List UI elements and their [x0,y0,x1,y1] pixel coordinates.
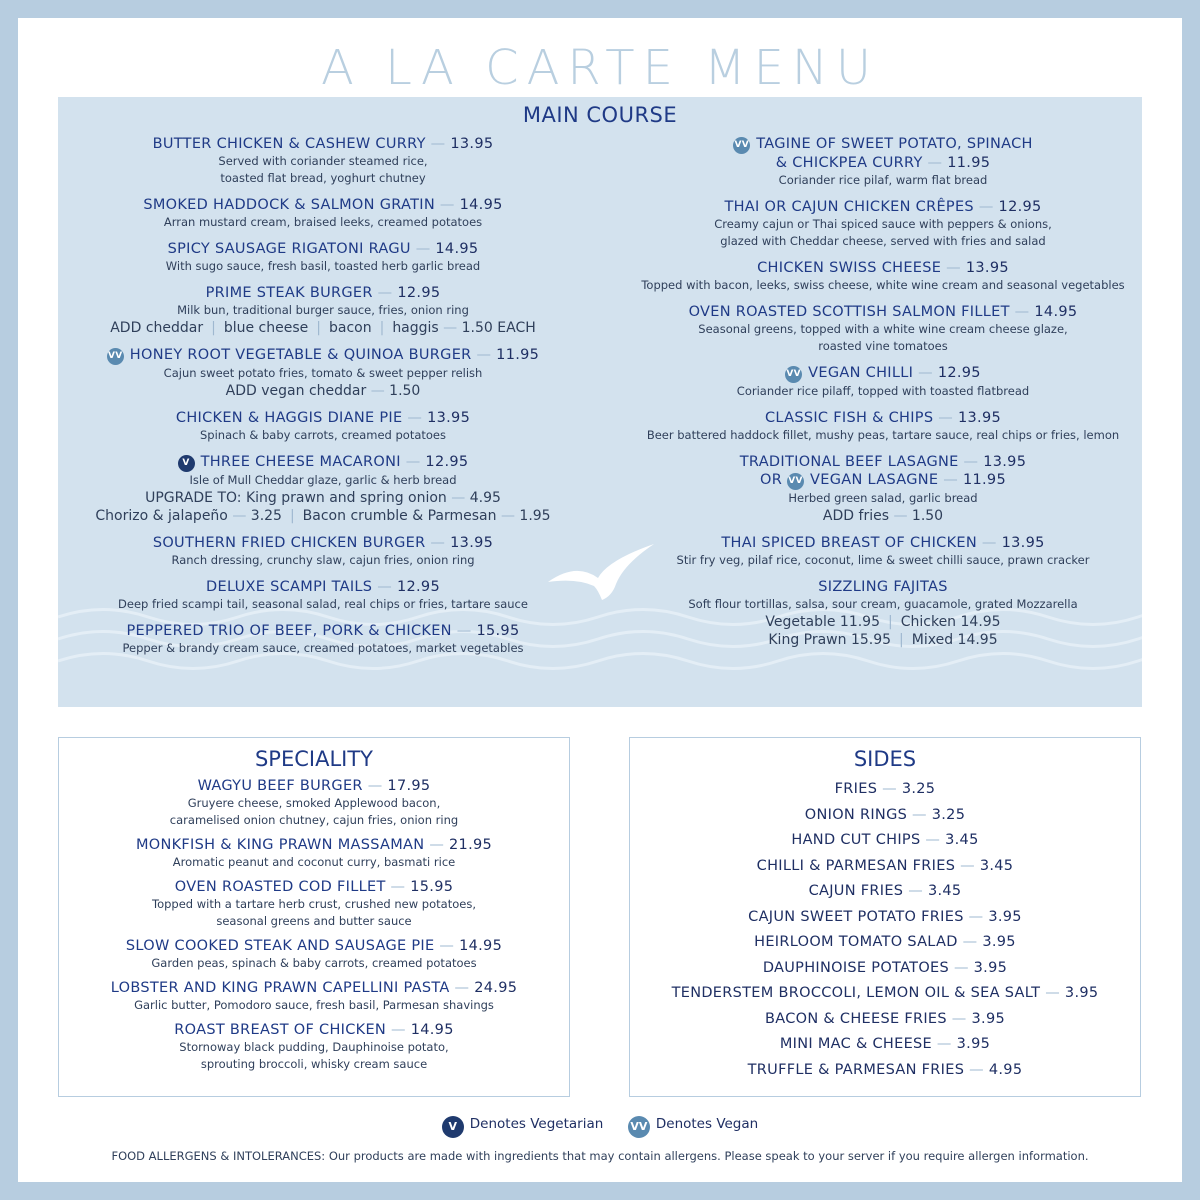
menu-item-title [633,534,1133,552]
dash-separator: — [889,508,912,524]
dash-separator: — [410,241,436,257]
dash-separator: — [425,136,451,152]
menu-item-name: CHICKEN SWISS CHEESE [757,260,942,276]
addon-option: bacon [328,320,372,336]
menu-item-title [73,453,573,472]
vegan-badge-icon: VV [787,473,804,490]
menu-item-name: WAGYU BEEF BURGER [197,778,363,794]
dash-separator: — [903,883,928,899]
side-item-price: 3.25 [901,781,936,797]
menu-item-description: sprouting broccoli, whisky cream sauce [200,1057,428,1071]
side-item [630,981,1140,1007]
menu-item [73,135,573,187]
dash-separator: — [877,781,902,797]
side-item-name: HAND CUT CHIPS [791,832,921,848]
dash-separator: — [955,857,980,874]
menu-item-description: caramelised onion chutney, cajun fries, onion ring [169,813,459,827]
dash-separator: — [386,1022,411,1038]
menu-item-description: Topped with bacon, leeks, swiss cheese, white wine cream and seasonal vegetables [641,278,1125,292]
side-item-name: CAJUN SWEET POTATO FRIES [748,908,964,925]
menu-item-price: 17.95 [387,778,431,794]
dash-separator: — [941,260,966,276]
speciality-list [59,777,569,1073]
menu-item-title [633,303,1133,321]
menu-item [73,346,573,400]
extra-price: 1.50 [389,383,421,399]
vegetarian-badge-icon: V [178,455,195,472]
dash-separator: — [938,472,963,488]
menu-item-description: Soft flour tortillas, salsa, sour cream, guacamole, grated Mozzarella [688,597,1078,611]
side-item [630,930,1140,956]
menu-item-description: roasted vine tomatoes [818,339,948,353]
menu-item [59,777,569,829]
menu-item-description: With sugo sauce, fresh basil, toasted herb garlic bread [165,259,481,273]
side-item-name: MINI MAC & CHEESE [779,1036,933,1052]
menu-item-name: SIZZLING FAJITAS [818,579,948,595]
side-item-price: 3.95 [1064,985,1099,1001]
side-item [630,1007,1140,1033]
dash-separator: — [446,490,470,506]
side-item-price: 3.95 [971,1010,1006,1027]
menu-item-price: 13.95 [983,454,1027,470]
fajita-option: Vegetable 11.95 [765,614,880,630]
dash-separator: — [366,383,390,399]
dash-separator: — [957,934,983,950]
addon-price: 1.50 EACH [461,320,536,336]
dash-separator: — [1009,304,1035,320]
menu-item-description: Deep fried scampi tail, seasonal salad, real chips or fries, tartare sauce [118,597,528,611]
menu-item [73,196,573,231]
side-item-price: 3.95 [956,1036,991,1052]
menu-item-price: 15.95 [476,623,520,639]
side-item [630,777,1140,803]
bar-separator: | [379,320,385,336]
menu-item-price: 15.95 [410,879,454,895]
menu-item-price: 14.95 [410,1022,454,1038]
menu-item [73,453,573,525]
side-item-name: HEIRLOOM TOMATO SALAD [754,934,958,950]
fajita-option: King Prawn 15.95 [768,632,892,648]
menu-item-price: 13.95 [450,136,494,152]
side-item-price: 4.95 [988,1061,1023,1078]
vegan-badge-icon: VV [628,1116,650,1138]
menu-item-title [73,135,573,153]
menu-item-price: 14.95 [435,241,479,257]
upgrade-price: 4.95 [469,490,501,506]
side-item-price: 3.95 [982,934,1016,950]
menu-item-title [73,622,573,640]
menu-item [73,534,573,569]
menu-item-title [633,453,1133,471]
menu-item-price: 13.95 [427,410,471,426]
menu-item-title [73,240,573,258]
menu-item-price: 12.95 [425,454,469,470]
speciality-panel [58,737,570,1097]
sides-heading: SIDES [853,747,917,771]
menu-item-description: Gruyere cheese, smoked Applewood bacon, [187,796,441,810]
menu-item-name: DELUXE SCAMPI TAILS [206,579,373,595]
side-item-name: TRUFFLE & PARMESAN FRIES [747,1061,965,1078]
menu-item-description: Pepper & brandy cream sauce, creamed potatoes, market vegetables [122,641,524,655]
menu-item-title [633,259,1133,277]
side-item [630,828,1140,854]
menu-item-price: 13.95 [1001,535,1045,551]
allergen-note: FOOD ALLERGENS & INTOLERANCES: Our products are made with ingredients that may contain allergens. Please speak to your server if you require allergen information. [111,1149,1089,1163]
side-item-price: 3.45 [927,883,962,899]
menu-item-name: TAGINE OF SWEET POTATO, SPINACH [756,136,1033,152]
menu-page [18,18,1182,1182]
menu-item [633,198,1133,250]
dash-separator: — [920,832,946,848]
dash-separator: — [922,155,948,171]
menu-title: A LA CARTE MENU [321,40,879,96]
menu-item [633,259,1133,294]
dash-separator: — [471,347,497,363]
main-course-panel [58,97,1142,707]
menu-item-name: PEPPERED TRIO OF BEEF, PORK & CHICKEN [126,623,452,639]
upgrade-option-price: 3.25 [250,508,282,524]
menu-item-title [59,836,569,854]
side-item [630,1058,1140,1084]
menu-item-description: Seasonal greens, topped with a white wine cream cheese glaze, [698,322,1068,336]
vegetarian-legend-label: Denotes Vegetarian [469,1116,604,1132]
side-item-name: DAUPHINOISE POTATOES [762,959,950,976]
menu-item-name: THAI SPICED BREAST OF CHICKEN [721,535,977,551]
bar-separator: | [899,632,904,648]
menu-item-description: Aromatic peanut and coconut curry, basmati rice [172,855,456,869]
addon-option: haggis [392,320,439,336]
menu-item-name: ROAST BREAST OF CHICKEN [174,1022,387,1038]
menu-item [73,409,573,444]
menu-item-title [633,409,1133,427]
menu-item-price: 11.95 [947,155,991,171]
menu-item-name: SLOW COOKED STEAK AND SAUSAGE PIE [125,938,435,954]
side-item-name: CAJUN FRIES [808,883,904,899]
dash-separator: — [435,197,460,213]
menu-item-price: 14.95 [459,938,503,954]
dietary-legend [18,1116,1182,1138]
upgrade-option-price: 1.95 [519,508,551,524]
dash-separator: — [973,199,999,215]
menu-item-description: Stornoway black pudding, Dauphinoise potato, [179,1040,449,1054]
menu-item-name: VEGAN CHILLI [808,365,914,381]
side-item-price: 3.45 [945,832,979,848]
dash-separator: — [425,535,451,551]
menu-item [59,979,569,1014]
menu-item-name: CHICKEN & HAGGIS DIANE PIE [175,410,403,426]
menu-item-price: 21.95 [449,837,493,853]
menu-item [73,240,573,275]
menu-item [633,453,1133,525]
dash-separator: — [946,1010,972,1027]
menu-item-description: Garlic butter, Pomodoro sauce, fresh basil, Parmesan shavings [134,998,494,1012]
addon-option: blue cheese [223,320,309,336]
upgrade-line [73,489,573,507]
side-item-price: 3.25 [931,806,966,823]
menu-item-description: Milk bun, traditional burger sauce, fries, onion ring [177,303,469,317]
addon-options [73,319,573,337]
menu-item [59,937,569,972]
menu-item-description: Spinach & baby carrots, creamed potatoes [199,428,446,442]
fajita-option: Mixed 14.95 [911,632,998,648]
dash-separator: — [958,454,984,470]
side-item-price: 3.95 [973,959,1008,976]
menu-item-description: Served with coriander steamed rice, [218,154,428,168]
dash-separator: — [1040,985,1065,1001]
menu-item-name: OVEN ROASTED SCOTTISH SALMON FILLET [688,304,1010,320]
menu-item-description: Ranch dressing, crunchy slaw, cajun fries, onion ring [171,553,475,567]
menu-item [633,409,1133,444]
side-item [630,1032,1140,1058]
menu-item-name: PRIME STEAK BURGER [205,285,373,301]
menu-item-description: Coriander rice pilaf, warm flat bread [778,173,988,187]
alt-item-name: VEGAN LASAGNE [810,472,939,488]
dash-separator: — [372,285,398,301]
menu-item-name: LOBSTER AND KING PRAWN CAPELLINI PASTA [110,980,450,996]
vegan-badge-icon: VV [733,137,750,154]
fajita-options [633,613,1133,631]
sides-panel [629,737,1141,1097]
menu-item-description: Stir fry veg, pilaf rice, coconut, lime & sweet chilli sauce, prawn cracker [676,553,1090,567]
side-item-name: CHILLI & PARMESAN FRIES [756,857,956,874]
menu-item-description: glazed with Cheddar cheese, served with fries and salad [720,234,1046,248]
dash-separator: — [964,1061,989,1078]
menu-item-description: seasonal greens and butter sauce [216,914,412,928]
menu-item-title [73,284,573,302]
menu-item-title [633,364,1133,383]
menu-item-extra [633,507,1133,525]
menu-item-name: CLASSIC FISH & CHIPS [764,410,934,426]
menu-item [59,1021,569,1073]
fajita-options [633,631,1133,649]
side-item-name: TENDERSTEM BROCCOLI, LEMON OIL & SEA SALT [671,985,1041,1001]
addon-prefix: ADD cheddar [110,320,204,336]
dash-separator: — [949,959,974,976]
main-course-left-column [73,135,573,666]
menu-item-name: TRADITIONAL BEEF LASAGNE [739,454,959,470]
menu-item-title [633,135,1133,154]
dash-separator: — [438,320,462,336]
upgrade-label: UPGRADE TO: King prawn and spring onion [145,490,447,506]
sides-list [630,777,1140,1083]
menu-item-price: 14.95 [459,197,503,213]
fajita-option: Chicken 14.95 [900,614,1001,630]
side-item [630,956,1140,982]
dash-separator: — [907,806,932,823]
menu-item-description: Creamy cajun or Thai spiced sauce with peppers & onions, [714,217,1052,231]
menu-item-name: SOUTHERN FRIED CHICKEN BURGER [152,535,426,551]
menu-item-title [59,979,569,997]
extra-label: ADD fries [822,508,889,524]
menu-item-price: 24.95 [474,980,518,996]
vegetarian-badge-icon: V [442,1116,464,1138]
dash-separator: — [449,980,475,996]
side-item [630,905,1140,931]
menu-item-price: 13.95 [450,535,494,551]
vegan-badge-icon: VV [107,348,124,365]
menu-item-title [59,937,569,955]
menu-item [59,878,569,930]
menu-item [73,578,573,613]
menu-item [633,364,1133,400]
main-course-heading: MAIN COURSE [522,103,678,127]
menu-item-name: SMOKED HADDOCK & SALMON GRATIN [143,197,435,213]
dash-separator: — [913,365,938,381]
dash-separator: — [400,454,426,470]
menu-item-description: Beer battered haddock fillet, mushy peas, tartare sauce, real chips or fries, lemon [646,428,1120,442]
menu-item-price: 12.95 [396,579,440,595]
menu-item-title-line2 [633,154,1133,172]
menu-item-price: 14.95 [1034,304,1078,320]
side-item [630,854,1140,880]
menu-item-name: OVEN ROASTED COD FILLET [174,879,386,895]
menu-item-description: Cajun sweet potato fries, tomato & sweet pepper relish [163,366,483,380]
menu-item-title [59,878,569,896]
dash-separator: — [933,410,958,426]
dash-separator: — [402,410,428,426]
upgrade-option: Chorizo & jalapeño [95,508,228,524]
menu-item-title [73,196,573,214]
menu-item-price: 12.95 [998,199,1042,215]
menu-item-price: 12.95 [397,285,441,301]
menu-item-title [633,198,1133,216]
dash-separator: — [385,879,411,895]
dash-separator: — [227,508,251,524]
dash-separator: — [451,623,477,639]
vegan-badge-icon: VV [785,366,802,383]
menu-item [73,622,573,657]
menu-item [633,303,1133,355]
dash-separator: — [434,938,460,954]
menu-item-title [73,346,573,365]
menu-item-title [73,578,573,596]
bar-separator: | [211,320,216,336]
menu-item-title [59,777,569,795]
menu-item-name: HONEY ROOT VEGETABLE & QUINOA BURGER [129,347,472,363]
menu-item-price: 12.95 [937,365,981,381]
dash-separator: — [496,508,520,524]
dash-separator: — [372,579,397,595]
menu-item-price: 13.95 [957,410,1001,426]
menu-item-description: Topped with a tartare herb crust, crushed new potatoes, [152,897,476,911]
speciality-heading: SPECIALITY [254,747,374,771]
menu-item-name: SPICY SAUSAGE RIGATONI RAGU [167,241,411,257]
menu-item-title [59,1021,569,1039]
menu-item [73,284,573,337]
menu-item-name-line2: & CHICKPEA CURRY [775,155,923,171]
bar-separator: | [289,508,295,524]
or-label: OR [760,472,783,488]
menu-item [633,534,1133,569]
dash-separator: — [424,837,450,853]
upgrade-options [73,507,573,525]
menu-item-name: THAI OR CAJUN CHICKEN CRÊPES [724,199,974,215]
bar-separator: | [316,320,321,336]
side-item [630,803,1140,829]
menu-item-price: 13.95 [965,260,1009,276]
extra-price: 1.50 [911,508,944,524]
side-item-name: FRIES [834,781,878,797]
menu-item-alternative [633,471,1133,490]
bar-separator: | [888,614,893,630]
menu-item-extra [73,382,573,400]
menu-item [59,836,569,871]
alt-item-price: 11.95 [962,472,1006,488]
menu-item-title [633,578,1133,596]
side-item-price: 3.45 [979,857,1014,874]
menu-item-name: THREE CHEESE MACARONI [200,454,401,470]
menu-item-description: Garden peas, spinach & baby carrots, creamed potatoes [151,956,477,970]
dash-separator: — [963,908,989,925]
menu-item-title [73,409,573,427]
extra-label: ADD vegan cheddar [225,383,367,399]
menu-item-description: Coriander rice pilaff, topped with toasted flatbread [736,384,1030,398]
menu-item [633,135,1133,189]
menu-item-name: BUTTER CHICKEN & CASHEW CURRY [152,136,426,152]
menu-item-description: Isle of Mull Cheddar glaze, garlic & herb bread [189,473,457,487]
dash-separator: — [977,535,1002,551]
side-item-name: BACON & CHEESE FRIES [764,1010,947,1027]
vegan-legend-label: Denotes Vegan [655,1116,759,1132]
menu-item-price: 11.95 [496,347,540,363]
menu-item-title [73,534,573,552]
upgrade-option: Bacon crumble & Parmesan [302,508,497,524]
menu-item [633,578,1133,649]
main-course-right-column [633,135,1133,658]
dash-separator: — [362,778,388,794]
side-item [630,879,1140,905]
menu-item-description: toasted flat bread, yoghurt chutney [220,171,426,185]
menu-item-name: MONKFISH & KING PRAWN MASSAMAN [135,837,425,853]
menu-item-description: Arran mustard cream, braised leeks, creamed potatoes [163,215,483,229]
menu-item-description: Herbed green salad, garlic bread [788,491,978,505]
dash-separator: — [932,1036,957,1052]
side-item-name: ONION RINGS [804,806,908,823]
side-item-price: 3.95 [988,908,1022,925]
